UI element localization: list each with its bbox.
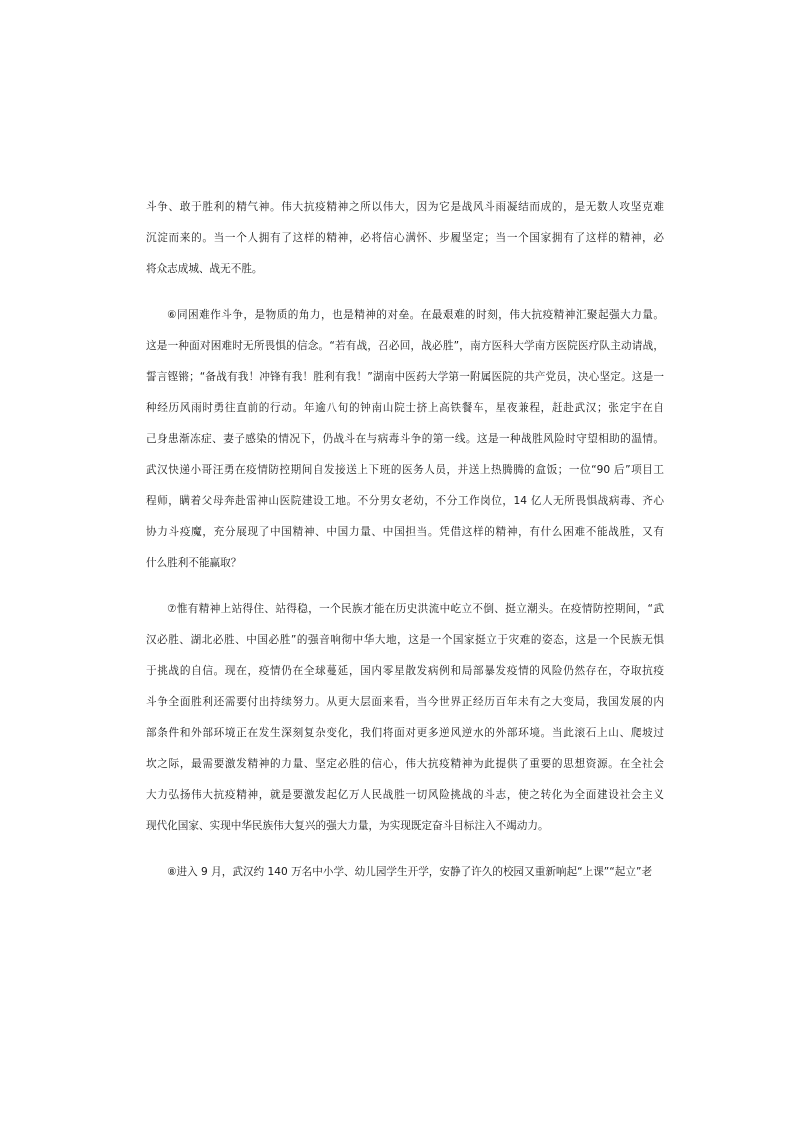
text-line: 现代化国家、实现中华民族伟大复兴的强大力量，为实现既定奋斗目标注入不竭动力。 xyxy=(146,820,549,832)
text-line: ⑧进入 9 月，武汉约 140 万名中小学、幼儿园学生开学，安静了许久的校园又重新响起“上课”“起立”老 xyxy=(167,866,653,878)
text-line: 这是一种面对困难时无所畏惧的信念。“若有战，召必回，战必胜”，南方医科大学南方医院医疗队主动请战， xyxy=(146,340,664,352)
paragraph xyxy=(146,300,664,579)
text-line: 大力弘扬伟大抗疫精神，就是要激发起亿万人民战胜一切风险挑战的斗志，使之转化为全面建设社会主义 xyxy=(146,789,664,801)
paragraph xyxy=(146,192,664,285)
paragraph xyxy=(146,857,664,888)
text-line: 汉必胜、湖北必胜、中国必胜”的强音响彻中华大地，这是一个国家挺立于灾难的姿态，这是一个民族无惧 xyxy=(146,634,664,646)
text-line: 坎之际，最需要激发精神的力量、坚定必胜的信心，伟大抗疫精神为此提供了重要的思想资源。在全社会 xyxy=(146,758,664,770)
paragraph xyxy=(146,594,664,842)
text-line: 什么胜利不能赢取？ xyxy=(146,557,242,569)
text-line: 沉淀而来的。当一个人拥有了这样的精神，必将信心满怀、步履坚定；当一个国家拥有了这样的精神，必 xyxy=(146,232,664,244)
text-line: ⑥同困难作斗争，是物质的角力，也是精神的对垒。在最艰难的时刻，伟大抗疫精神汇聚起强大力量。 xyxy=(167,309,664,321)
text-line: 于挑战的自信。现在，疫情仍在全球蔓延，国内零星散发病例和局部暴发疫情的风险仍然存在，夺取抗疫 xyxy=(146,665,664,677)
text-line: 程师，瞒着父母奔赴雷神山医院建设工地。不分男女老幼，不分工作岗位，14 亿人无所畏惧战病毒、齐心 xyxy=(146,495,664,507)
text-line: 斗争全面胜利还需要付出持续努力。从更大层面来看，当今世界正经历百年未有之大变局，我国发展的内 xyxy=(146,696,664,708)
text-line: 协力斗疫魔，充分展现了中国精神、中国力量、中国担当。凭借这样的精神，有什么困难不能战胜，又有 xyxy=(146,526,664,538)
text-line: 将众志成城、战无不胜。 xyxy=(146,263,263,275)
text-line: 种经历风雨时勇往直前的行动。年逾八旬的钟南山院士挤上高铁餐车，星夜兼程，赶赴武汉；张定宇在自 xyxy=(146,402,664,414)
text-line: 誓言铿锵；“备战有我！冲锋有我！胜利有我！”湖南中医药大学第一附属医院的共产党员，决心坚定。这是一 xyxy=(146,371,664,383)
text-line: 斗争、敢于胜利的精气神。伟大抗疫精神之所以伟大，因为它是战风斗雨凝结而成的，是无数人攻坚克难 xyxy=(146,201,664,213)
text-line: 部条件和外部环境正在发生深刻复杂变化，我们将面对更多逆风逆水的外部环境。当此滚石上山、爬坡过 xyxy=(146,727,664,739)
text-line: ⑦惟有精神上站得住、站得稳，一个民族才能在历史洪流中屹立不倒、挺立潮头。在疫情防控期间，“武 xyxy=(167,603,664,615)
text-line: 武汉快递小哥汪勇在疫情防控期间自发接送上下班的医务人员，并送上热腾腾的盒饭；一位“90 后”项目工 xyxy=(146,464,664,476)
text-line: 己身患渐冻症、妻子感染的情况下，仍战斗在与病毒斗争的第一线。这是一种战胜风险时守望相助的温情。 xyxy=(146,433,664,445)
article-body xyxy=(146,192,664,903)
